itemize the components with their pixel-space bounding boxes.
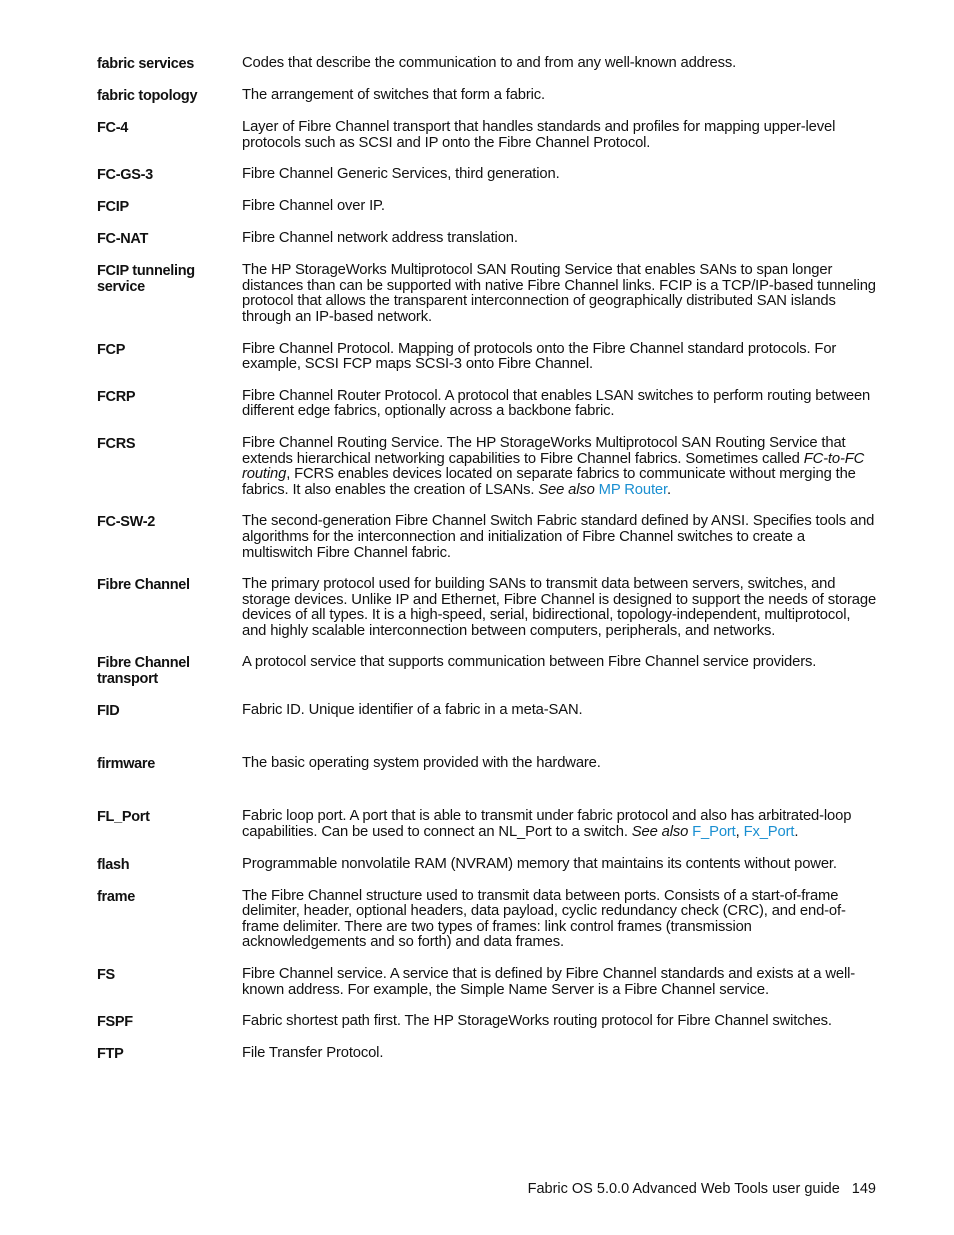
glossary-term: flash	[97, 856, 130, 873]
glossary-definition: Fabric shortest path first. The HP StorageWorks routing protocol for Fibre Channel switches.	[242, 1013, 832, 1030]
glossary-entry-fc-sw-2	[97, 514, 877, 561]
glossary-entry-fc-4	[97, 120, 877, 151]
glossary-term: fabric services	[97, 56, 195, 72]
glossary-definition: Codes that describe the communication to and from any well-known address.	[242, 55, 737, 71]
glossary-definition: Fibre Channel service. A service that is defined by Fibre Channel standards and exists at a well-known address. For example, the Simple Name Server is a Fibre Channel service.	[242, 966, 855, 998]
glossary-term: FC-SW-2	[97, 514, 156, 531]
definition-text: , FCRS enables devices located on separate fabrics to communicate without merging the fabrics. It also enables the creation of LSANs.	[242, 466, 856, 498]
glossary-definition	[242, 809, 877, 840]
glossary-entry-fibre-channel	[97, 577, 877, 639]
glossary-entry-fibre-channel-transport	[97, 655, 877, 687]
glossary-entry-fcrp	[97, 389, 877, 420]
definition-text: Fibre Channel Routing Service. The HP StorageWorks Multiprotocol SAN Routing Service that extends hierarchical networking capabilities to Fibre Channel fabrics. Sometimes called	[242, 434, 846, 467]
definition-text: .	[666, 481, 671, 498]
glossary-entry-fspf	[97, 1014, 877, 1030]
glossary-term: frame	[97, 888, 135, 905]
page-number: 149	[851, 1181, 876, 1197]
glossary-term: FTP	[97, 1046, 124, 1063]
glossary-entry-fl-port	[97, 809, 877, 840]
glossary-term: FSPF	[97, 1014, 133, 1031]
definition-text: .	[794, 824, 799, 841]
glossary-list	[97, 56, 877, 1078]
glossary-term: Fibre Channel transport	[97, 655, 190, 688]
fx-port-link[interactable]: Fx_Port	[743, 824, 795, 841]
glossary-term: fabric topology	[97, 88, 198, 104]
glossary-definition: The second-generation Fibre Channel Switch Fabric standard defined by ANSI. Specifies tools and algorithms for the interconnection and initialization of Fibre Channel switches to create a multiswitch Fibre Channel fabric.	[242, 513, 875, 561]
glossary-term: FL_Port	[97, 809, 150, 826]
glossary-definition: A protocol service that supports communication between Fibre Channel service providers.	[242, 654, 817, 671]
glossary-entry-fc-gs-3	[97, 167, 877, 183]
glossary-definition: The arrangement of switches that form a fabric.	[242, 87, 545, 103]
footer-doc-title: Fabric OS 5.0.0 Advanced Web Tools user guide	[527, 1181, 840, 1197]
glossary-term: firmware	[97, 756, 156, 773]
glossary-definition	[242, 436, 877, 498]
see-also-label: See also	[631, 824, 689, 841]
glossary-term: FCRP	[97, 388, 136, 405]
glossary-entry-fabric-services	[97, 56, 877, 72]
page-footer	[0, 1180, 876, 1198]
glossary-entry-fid	[97, 703, 877, 719]
glossary-entry-fs	[97, 967, 877, 998]
glossary-entry-frame	[97, 889, 877, 951]
glossary-definition: Fibre Channel network address translation.	[242, 230, 518, 247]
glossary-term: FCP	[97, 341, 126, 358]
glossary-definition: Fibre Channel Protocol. Mapping of protocols onto the Fibre Channel standard protocols. For example, SCSI FCP maps SCSI-3 onto Fibre Channel.	[242, 340, 837, 373]
glossary-entry-ftp	[97, 1046, 877, 1062]
glossary-entry-fabric-topology	[97, 88, 877, 104]
glossary-definition: Fabric ID. Unique identifier of a fabric in a meta-SAN.	[242, 702, 583, 719]
glossary-term: Fibre Channel	[97, 577, 190, 594]
definition-text: Fabric loop port. A port that is able to transmit under fabric protocol and also has arbitrated-loop capabilities. Can be used to connect an NL_Port to a switch.	[242, 808, 852, 841]
glossary-term: FCIP	[97, 199, 129, 216]
glossary-definition: The HP StorageWorks Multiprotocol SAN Routing Service that enables SANs to span longer distances than can be supported with native Fibre Channel links. FCIP is a TCP/IP-based tunneling protocol that allows the transparent interconnection of geographically distributed SAN islands through an IP-based network.	[242, 262, 876, 325]
glossary-term: FCRS	[97, 435, 136, 452]
glossary-definition: Fibre Channel Router Protocol. A protocol that enables LSAN switches to perform routing between different edge fabrics, optionally across a backbone fabric.	[242, 387, 871, 420]
f-port-link[interactable]: F_Port	[692, 824, 736, 841]
glossary-term: FCIP tunneling service	[97, 263, 195, 296]
glossary-entry-fcrs	[97, 436, 877, 498]
glossary-term: FID	[97, 703, 120, 720]
glossary-definition: File Transfer Protocol.	[242, 1045, 384, 1062]
definition-emphasis: FC-to-FC routing	[242, 450, 865, 483]
glossary-entry-fcip-tunneling-service	[97, 263, 877, 325]
glossary-entry-fcip	[97, 199, 877, 215]
glossary-definition: Programmable nonvolatile RAM (NVRAM) memory that maintains its contents without power.	[242, 855, 837, 872]
definition-separator: ,	[735, 824, 744, 841]
mp-router-link[interactable]: MP Router	[598, 481, 667, 498]
glossary-entry-firmware	[97, 756, 877, 772]
glossary-definition: The Fibre Channel structure used to transmit data between ports. Consists of a start-of-frame delimiter, header, optional headers, data payload, cyclic redundancy check (CRC), and end-of-frame delimiter. There are two types of frames: link control frames (transmission acknowledgements and so forth) and data frames.	[242, 887, 846, 951]
glossary-entry-fcp	[97, 342, 877, 373]
glossary-term: FC-GS-3	[97, 167, 153, 184]
glossary-definition: Fibre Channel over IP.	[242, 198, 385, 215]
glossary-definition: Fibre Channel Generic Services, third generation.	[242, 166, 560, 183]
glossary-entry-fc-nat	[97, 231, 877, 247]
glossary-definition: The basic operating system provided with the hardware.	[242, 755, 601, 772]
glossary-term: FS	[97, 967, 115, 984]
glossary-term: FC-NAT	[97, 231, 149, 248]
glossary-definition: Layer of Fibre Channel transport that handles standards and profiles for mapping upper-level protocols such as SCSI and IP onto the Fibre Channel Protocol.	[242, 119, 836, 151]
glossary-term: FC-4	[97, 120, 129, 136]
glossary-entry-flash	[97, 857, 877, 873]
glossary-definition: The primary protocol used for building SANs to transmit data between servers, switches, and storage devices. Unlike IP and Ethernet, Fibre Channel is designed to support the needs of storage devices of all types. It is a high-speed, serial, bidirectional, topology-independent, multiprotocol, and highly scalable interconnection between computers, peripherals, and networks.	[242, 576, 877, 639]
see-also-label: See also	[538, 481, 595, 498]
